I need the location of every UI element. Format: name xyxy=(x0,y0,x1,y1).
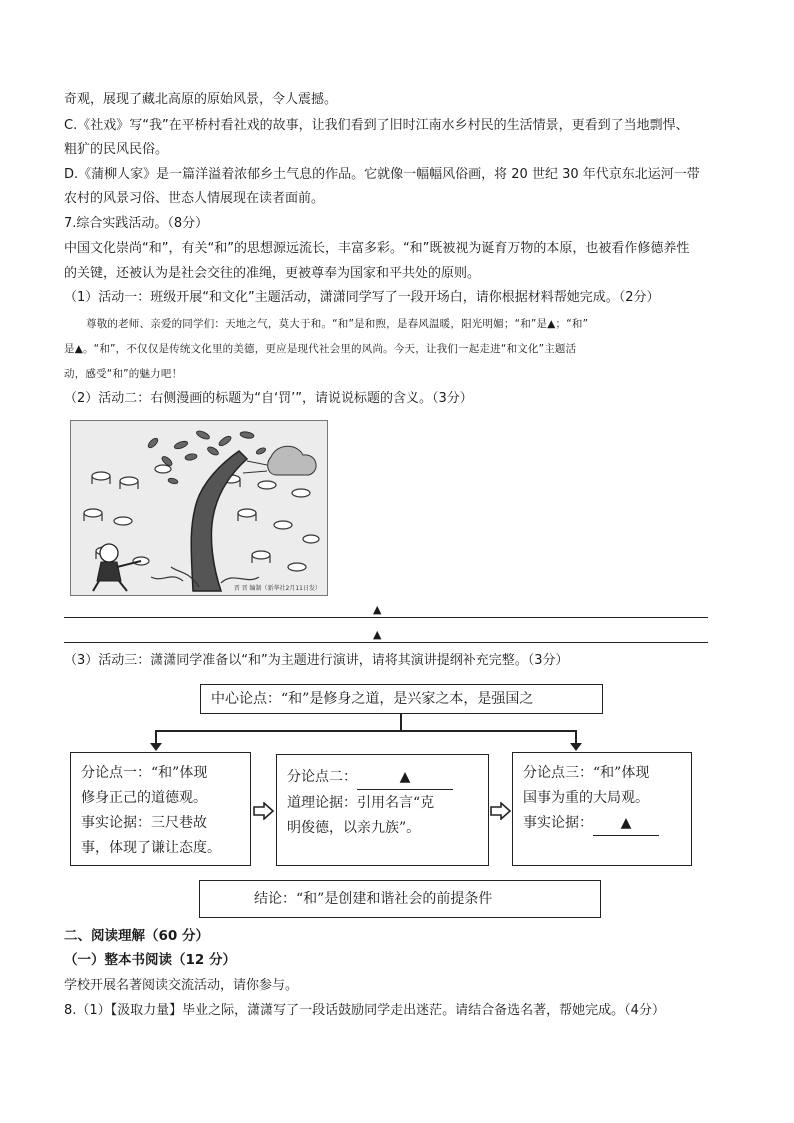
conclusion: 结论：“和”是创建和谐社会的前提条件 xyxy=(254,891,493,907)
text-line: 粗犷的民风民俗。 xyxy=(64,142,169,157)
blank-marker: ▲ xyxy=(620,815,632,831)
sub-argument-3-box xyxy=(512,752,692,866)
blank-marker: ▲ xyxy=(373,628,382,641)
sub-argument-1-box xyxy=(70,752,251,866)
center-argument: 中心论点：“和”是修身之道，是兴家之本，是强国之 xyxy=(211,691,534,707)
connector xyxy=(400,714,402,730)
question-8: 8.（1）【汲取力量】毕业之际，潇潇写了一段话鼓励同学走出迷茫。请结合备选名著，帮她完成。（4分） xyxy=(64,1003,665,1018)
speech-line: 是▲。“和”，不仅仅是传统文化里的美德，更应是现代社会里的风尚。今天，让我们一起走进“和文化”主题活 xyxy=(64,343,577,355)
answer-line[interactable] xyxy=(64,617,708,618)
text-line: 奇观，展现了藏北高原的原始风景，令人震撼。 xyxy=(64,92,338,107)
text-line: 农村的风景习俗、世态人情展现在读者面前。 xyxy=(64,191,325,206)
sub-argument-3-blank[interactable] xyxy=(593,811,659,836)
arrow-down-icon xyxy=(570,743,582,751)
blank-marker: ▲ xyxy=(399,769,411,785)
sub-argument-3-label: 事实论据： xyxy=(523,815,593,831)
connector xyxy=(155,730,576,732)
section-subtitle: （一）整本书阅读（12 分） xyxy=(64,952,236,968)
connector xyxy=(155,730,157,744)
conclusion-box xyxy=(199,880,601,918)
sub-argument-3-line: 分论点三：“和”体现 xyxy=(523,765,650,781)
question-heading: 7.综合实践活动。（8分） xyxy=(64,216,209,231)
text-line: 的关键，还被认为是社会交往的准绳，更被尊奉为国家和平共处的原则。 xyxy=(64,266,481,281)
sub-argument-2-box xyxy=(276,754,489,866)
sub-argument-1-line: 分论点一：“和”体现 xyxy=(81,765,208,781)
sub-argument-2-line: 明俊德，以亲九族”。 xyxy=(287,820,421,836)
blank-marker: ▲ xyxy=(373,603,382,616)
sub-argument-1-line: 修身正己的道德观。 xyxy=(81,790,207,806)
activity2-prompt: （2）活动二：右侧漫画的标题为“自‘罚’”，请说说标题的含义。（3分） xyxy=(64,391,473,406)
answer-line[interactable] xyxy=(64,642,708,643)
arrow-right-icon xyxy=(490,802,512,820)
section-title: 二、阅读理解（60 分） xyxy=(64,928,209,944)
connector xyxy=(575,730,577,744)
text-line: D.《蒲柳人家》是一篇洋溢着浓郁乡土气息的作品。它就像一幅幅风俗画，将 20 世纪 30 年代京东北运河一带 xyxy=(64,167,700,182)
sub-argument-2-line: 道理论据：引用名言“克 xyxy=(287,795,435,811)
sub-argument-3-line: 国事为重的大局观。 xyxy=(523,790,649,806)
sub-argument-1-line: 事，体现了谦让态度。 xyxy=(81,840,221,856)
text-line: 中国文化崇尚“和”，有关“和”的思想源远流长，丰富多彩。“和”既被视为诞育万物的本原，也被看作修德养性 xyxy=(64,241,690,256)
cartoon-drawing xyxy=(71,421,327,595)
activity3-prompt: （3）活动三：潇潇同学准备以“和”为主题进行演讲，请将其演讲提纲补充完整。（3分） xyxy=(64,653,569,668)
speech-line: 动，感受“和”的魅力吧！ xyxy=(64,368,183,380)
cartoon-credit: 晋 晋 编制（新华社2月11日发） xyxy=(233,585,321,592)
section-intro: 学校开展名著阅读交流活动，请你参与。 xyxy=(64,978,299,993)
text-line: C.《社戏》写“我”在平桥村看社戏的故事，让我们看到了旧时江南水乡村民的生活情景，更看到了当地剽悍、 xyxy=(64,118,689,133)
activity1-prompt: （1）活动一：班级开展“和文化”主题活动，潇潇同学写了一段开场白，请你根据材料帮她完成。（2分） xyxy=(64,290,660,305)
arrow-down-icon xyxy=(150,743,162,751)
sub-argument-2-blank[interactable] xyxy=(357,765,453,790)
cartoon-image xyxy=(70,420,328,596)
speech-line: 尊敬的老师、亲爱的同学们：天地之气，莫大于和。“和”是和煦，是春风温暖，阳光明媚；“和”是▲；“和” xyxy=(86,318,589,330)
center-argument-box xyxy=(200,684,603,714)
arrow-right-icon xyxy=(253,802,275,820)
sub-argument-1-line: 事实论据：三尺巷故 xyxy=(81,815,207,831)
sub-argument-2-label: 分论点二： xyxy=(287,769,357,785)
